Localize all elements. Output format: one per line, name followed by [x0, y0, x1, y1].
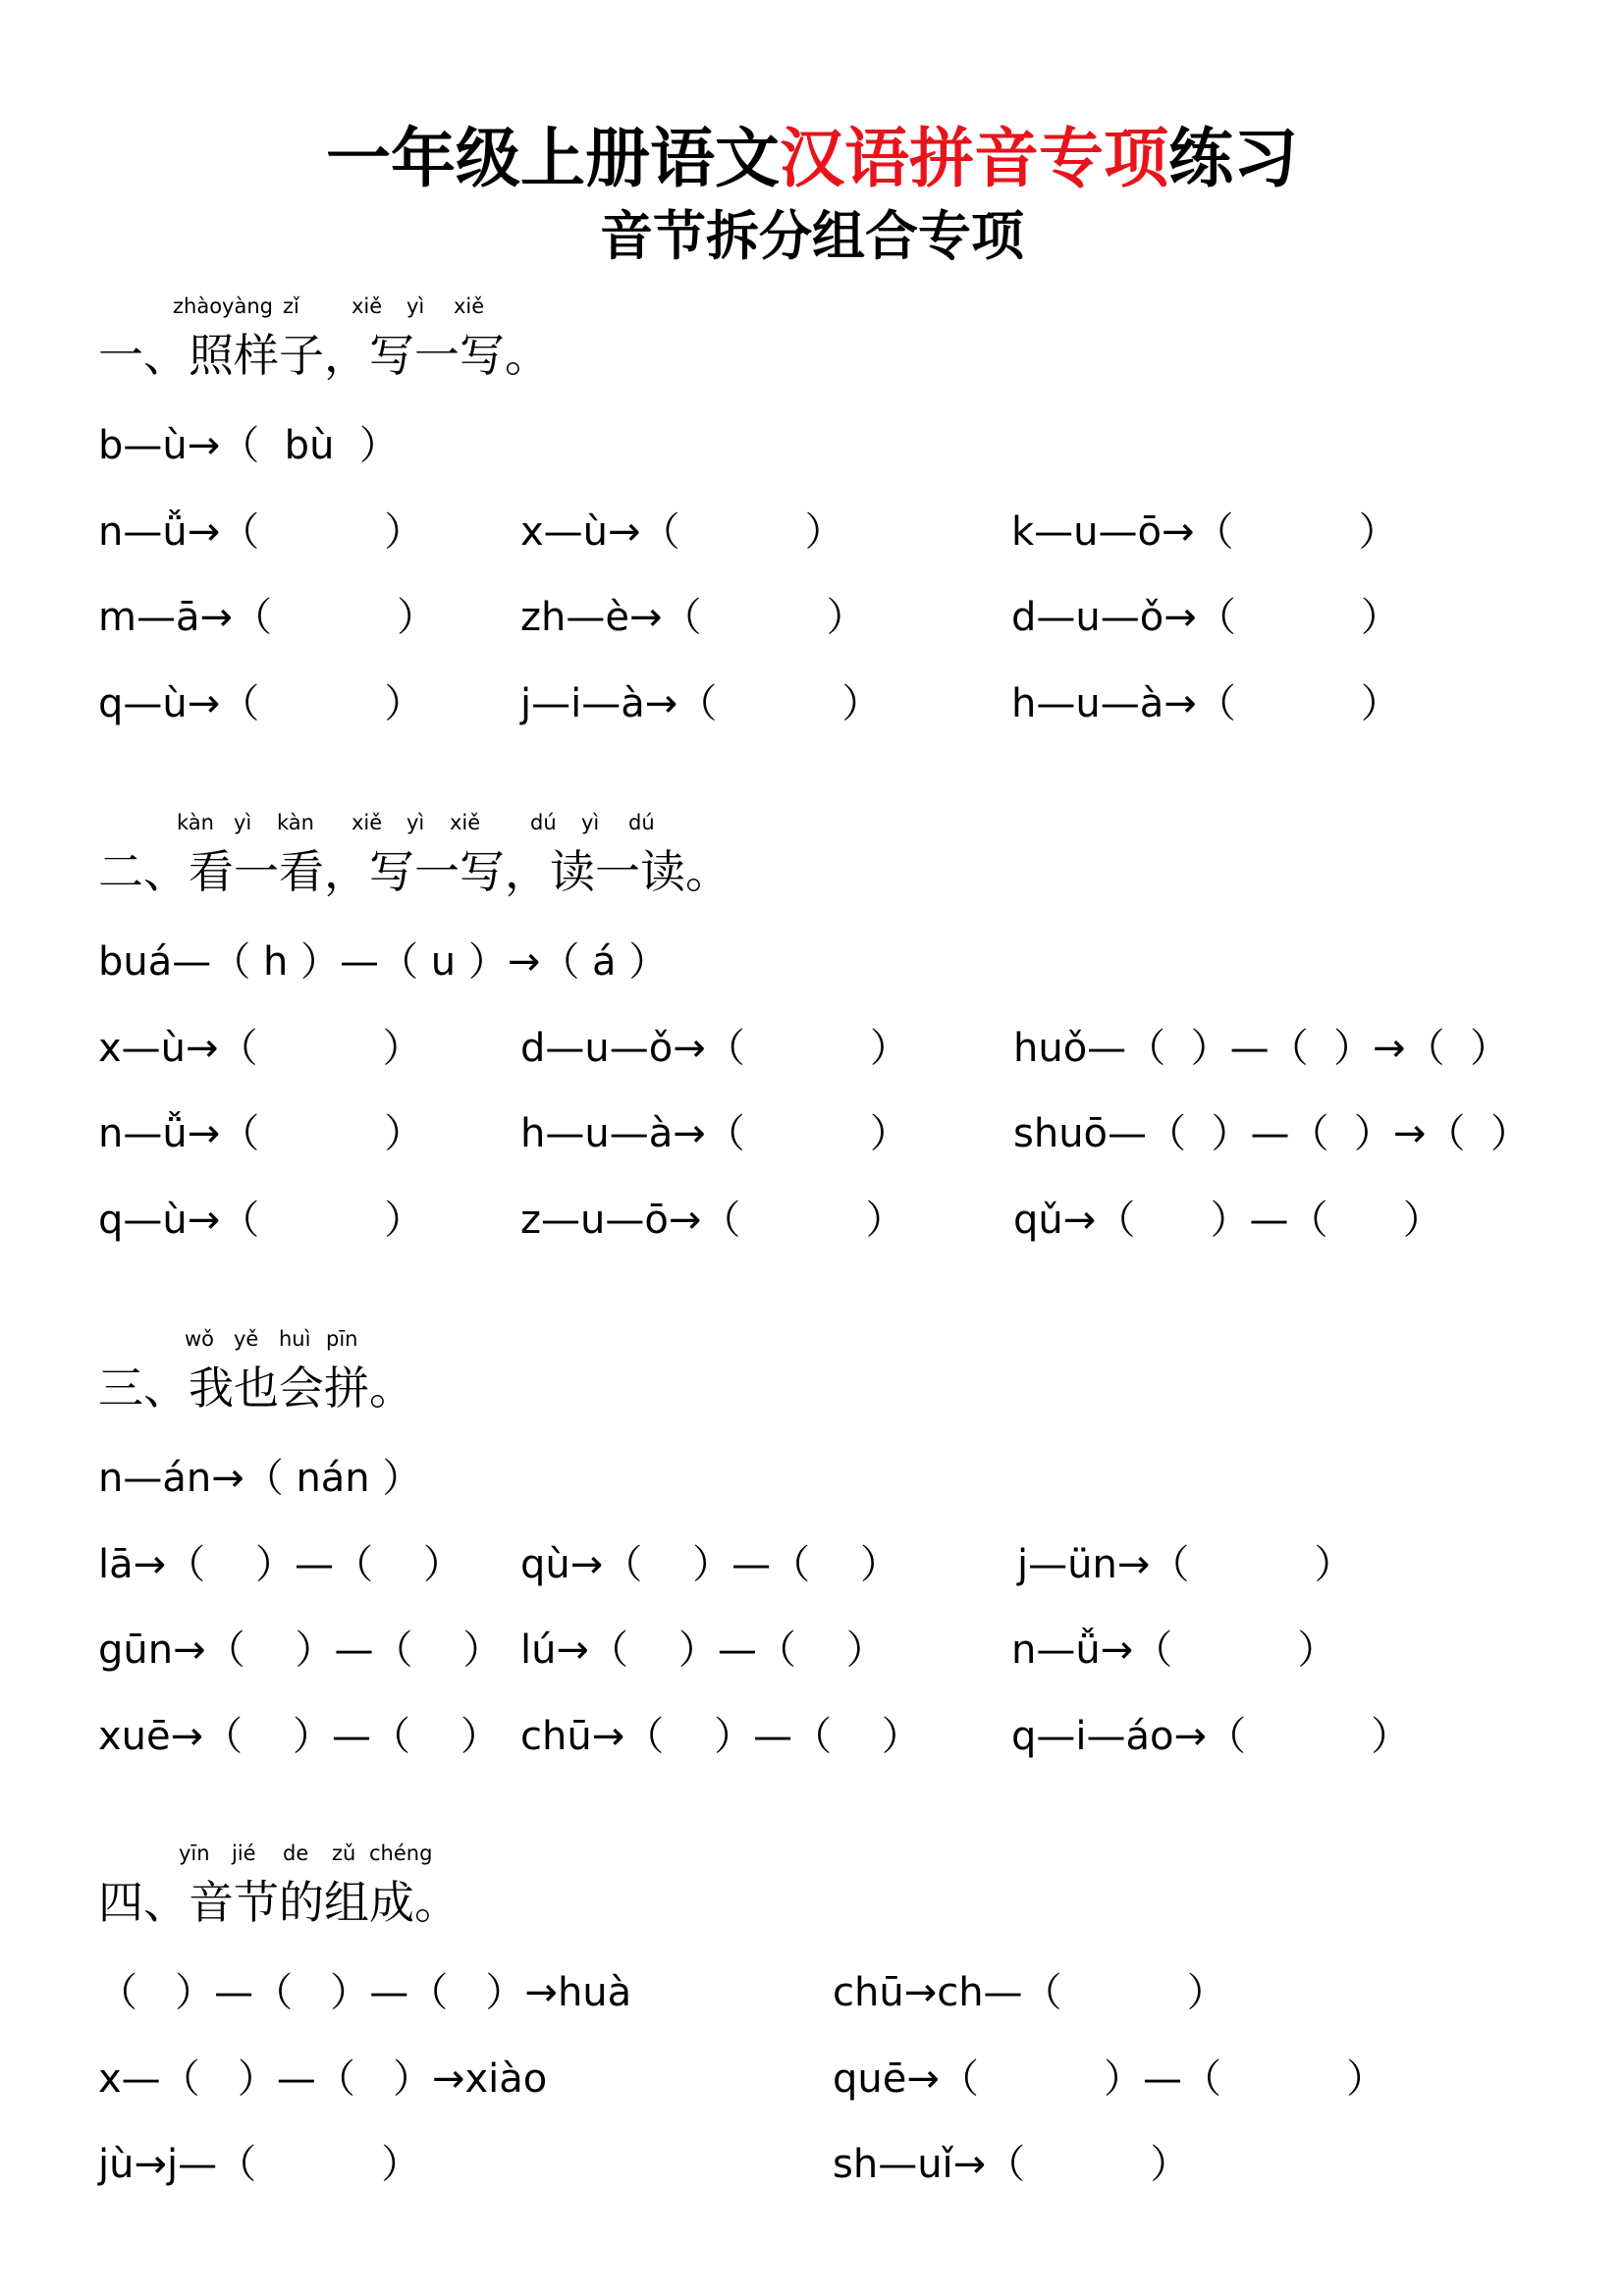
exercise-item: d—u—ǒ→（ ）	[520, 1026, 909, 1071]
pinyin-annotation: de	[283, 1842, 309, 1865]
pinyin-annotation: xiě	[352, 294, 383, 318]
exercise-row	[98, 1963, 1591, 2022]
exercise-item: n—ǚ→（ ）	[1011, 1628, 1337, 1673]
exercise-item: sh—uǐ→（ ）	[833, 2142, 1190, 2187]
exercise-item: x—（ ）—（ ）→xiào	[98, 2056, 548, 2102]
exercise-row	[98, 1449, 1591, 1508]
pinyin-annotation: huì	[279, 1327, 311, 1351]
exercise-item: lā→（ ）—（ ）	[98, 1542, 462, 1587]
pinyin-annotation: kàn	[277, 811, 314, 834]
exercise-item: j—ün→（ ）	[1017, 1542, 1354, 1587]
exercise-row	[98, 933, 1591, 991]
example-item: b—ù→（ bù ）	[98, 423, 399, 468]
exercise-row	[98, 503, 1591, 561]
exercise-item: （ ）—（ ）—（ ）→huà	[98, 1970, 632, 2015]
pinyin-annotation: jié	[232, 1842, 256, 1865]
exercise-item: h—u—à→（ ）	[1011, 681, 1400, 726]
pinyin-annotation: yì	[406, 811, 425, 834]
exercise-row	[98, 674, 1591, 733]
exercise-row	[98, 416, 1591, 475]
exercise-item: zh—è→（ ）	[520, 595, 866, 640]
exercise-item: qǔ→（ ）—（ ）	[1013, 1198, 1442, 1243]
page-title	[0, 106, 1624, 199]
exercise-item: q—ù→（ ）	[98, 681, 424, 726]
exercise-item: shuō—（ ）—（ ）→（ ）	[1013, 1111, 1530, 1156]
exercise-item: qù→（ ）—（ ）	[520, 1542, 899, 1587]
pinyin-annotation: zhàoyàng	[173, 294, 273, 318]
section-2-heading: 二、看一看，写一写，读一读。	[98, 845, 731, 898]
exercise-item: x—ù→（ ）	[98, 1026, 422, 1071]
section-1-heading: 一、照样子，写一写。	[98, 329, 550, 382]
exercise-item: xuē→（ ）—（ ）	[98, 1714, 500, 1759]
exercise-item: chū→（ ）—（ ）	[520, 1714, 921, 1759]
pinyin-annotation: yì	[581, 811, 600, 834]
pinyin-annotation: yīn	[179, 1842, 210, 1865]
exercise-row	[98, 1707, 1591, 1766]
pinyin-annotation: chéng	[369, 1842, 433, 1865]
exercise-item: x—ù→（ ）	[520, 509, 844, 555]
example-item: n—án→（ nán ）	[98, 1456, 422, 1501]
pinyin-annotation: xiě	[454, 294, 485, 318]
pinyin-annotation: yì	[234, 811, 252, 834]
exercise-item: j—i—à→（ ）	[520, 681, 882, 726]
pinyin-annotation: pīn	[326, 1327, 358, 1351]
exercise-row	[98, 2135, 1591, 2194]
section-1-header	[98, 294, 1080, 402]
example-item: buá—（ h ）—（ u ）→（ á ）	[98, 939, 669, 985]
exercise-item: jù→j—（ ）	[98, 2142, 421, 2187]
exercise-item: chū→ch—（ ）	[833, 1970, 1226, 2015]
exercise-item: m—ā→（ ）	[98, 595, 437, 640]
exercise-item: lú→（ ）—（ ）	[520, 1628, 886, 1673]
exercise-item: k—u—ō→（ ）	[1011, 509, 1398, 555]
exercise-item: h—u—à→（ ）	[520, 1111, 909, 1156]
pinyin-annotation: dú	[530, 811, 557, 834]
pinyin-annotation: xiě	[450, 811, 481, 834]
exercise-item: n—ǚ→（ ）	[98, 1111, 424, 1156]
title-part3: 练习	[1168, 121, 1298, 196]
exercise-row	[98, 1019, 1591, 1078]
exercise-item: quē→（ ）—（ ）	[833, 2056, 1386, 2102]
exercise-row	[98, 588, 1591, 647]
exercise-item: gūn→（ ）—（ ）	[98, 1628, 503, 1673]
pinyin-annotation: zǐ	[283, 294, 299, 318]
exercise-row	[98, 2050, 1591, 2109]
exercise-item: huǒ—（ ）—（ ）→（ ）	[1013, 1026, 1509, 1071]
section-2-header	[98, 811, 1080, 919]
section-3-header	[98, 1327, 1080, 1435]
exercise-item: q—i—áo→（ ）	[1011, 1714, 1411, 1759]
title-part1: 一年级上册语文	[326, 121, 780, 196]
pinyin-annotation: yì	[406, 294, 425, 318]
exercise-row	[98, 1191, 1591, 1250]
section-3-heading: 三、我也会拼。	[98, 1362, 414, 1415]
exercise-item: z—u—ō→（ ）	[520, 1198, 905, 1243]
pinyin-annotation: yě	[234, 1327, 259, 1351]
section-4-header	[98, 1842, 1080, 1949]
exercise-item: q—ù→（ ）	[98, 1198, 424, 1243]
pinyin-annotation: dú	[628, 811, 655, 834]
exercise-item: n—ǚ→（ ）	[98, 509, 424, 555]
exercise-item: d—u—ǒ→（ ）	[1011, 595, 1400, 640]
pinyin-annotation: xiě	[352, 811, 383, 834]
exercise-row	[98, 1535, 1591, 1594]
title-part2-highlight: 汉语拼音专项	[780, 121, 1168, 196]
exercise-row	[98, 1104, 1591, 1163]
page-subtitle: 音节拆分组合专项	[600, 205, 1024, 267]
pinyin-annotation: zǔ	[332, 1842, 356, 1865]
exercise-row	[98, 1621, 1591, 1680]
pinyin-annotation: kàn	[177, 811, 214, 834]
section-4-heading: 四、音节的组成。	[98, 1876, 460, 1929]
pinyin-annotation: wǒ	[185, 1327, 215, 1351]
